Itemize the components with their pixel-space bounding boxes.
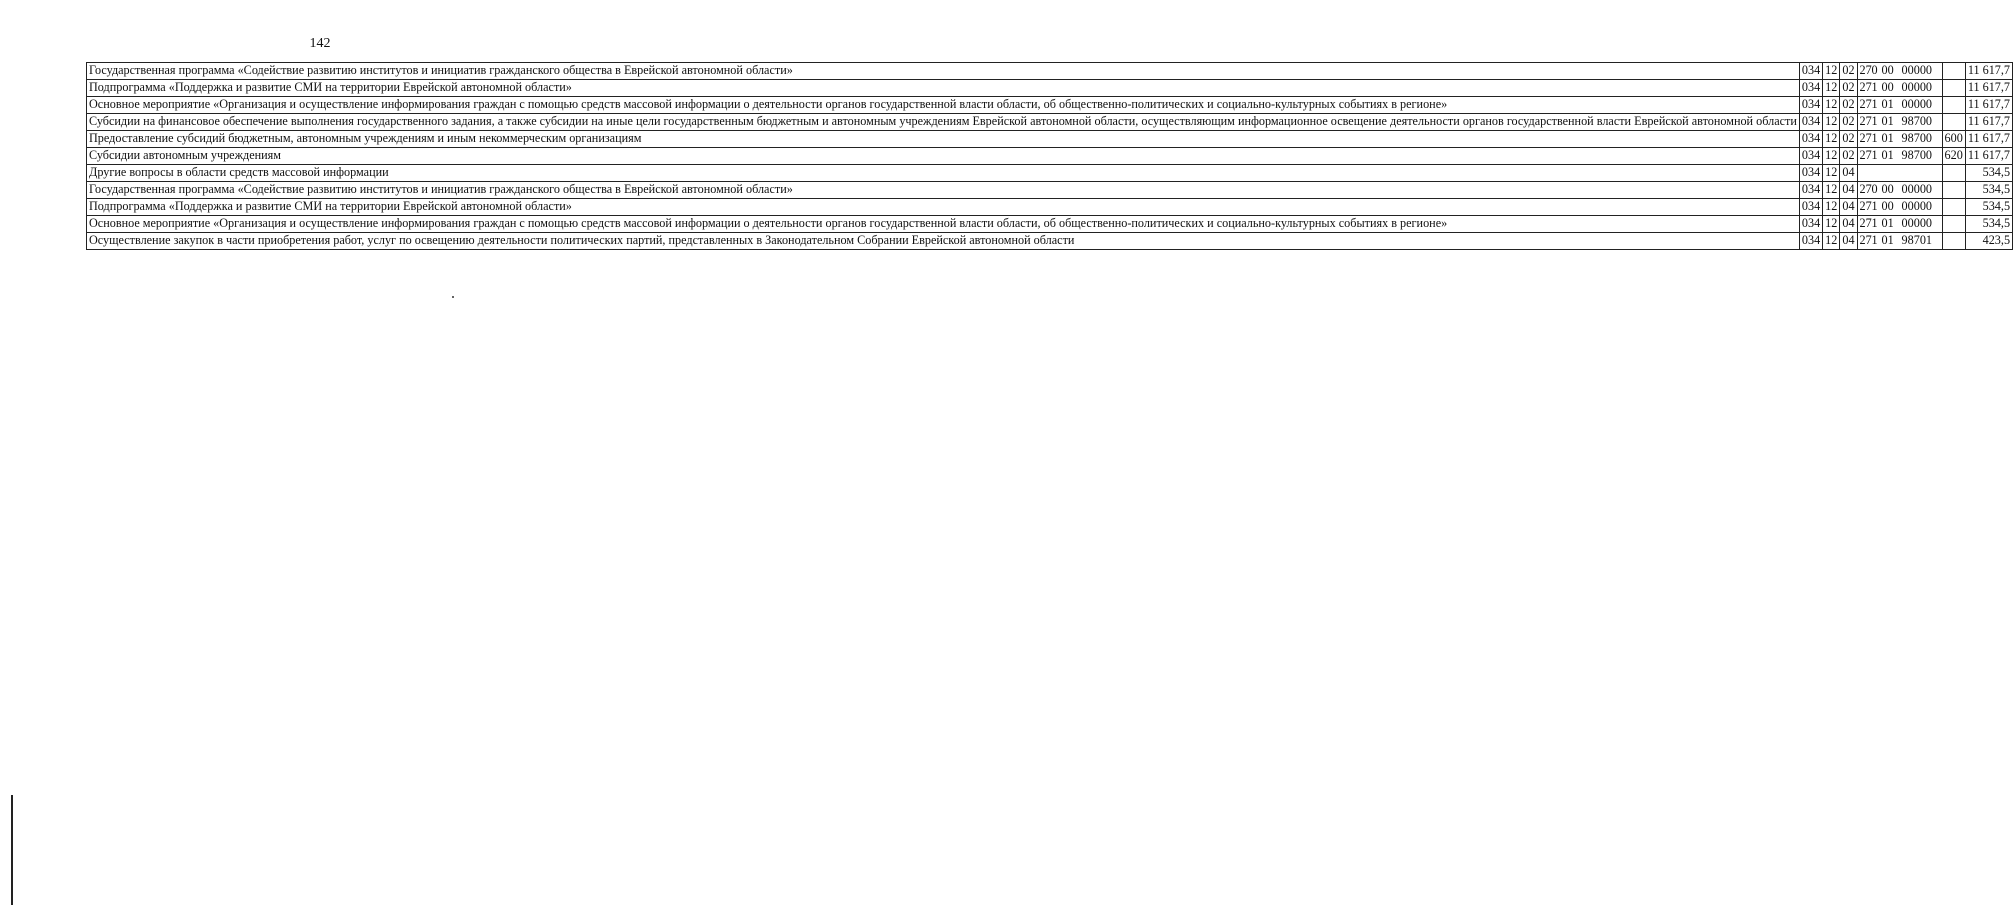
row-section-cell: 12 bbox=[1823, 114, 1840, 131]
row-expense-type-cell bbox=[1942, 216, 1965, 233]
row-grbs-cell: 034 bbox=[1799, 148, 1822, 165]
row-section-cell: 12 bbox=[1823, 233, 1840, 250]
row-section-cell: 12 bbox=[1823, 165, 1840, 182]
row-subsection-cell: 04 bbox=[1840, 182, 1857, 199]
row-expense-type-cell bbox=[1942, 114, 1965, 131]
target-article-part: 1 bbox=[1871, 216, 1878, 230]
row-amount-cell: 11 617,7 bbox=[1965, 148, 2012, 165]
target-article-part: 27 bbox=[1859, 131, 1872, 145]
target-article-part: 00000 bbox=[1901, 199, 1932, 213]
target-article-part: 0 bbox=[1871, 63, 1878, 77]
row-name-cell: Основное мероприятие «Организация и осуществление информирования граждан с помощью средств массовой информации о деятельности органов государственной власти области, об общественно-политических и социально-культурных событиях в регионе» bbox=[87, 216, 1800, 233]
budget-table bbox=[86, 62, 2013, 250]
row-section-cell: 12 bbox=[1823, 97, 1840, 114]
row-amount-cell: 11 617,7 bbox=[1965, 114, 2012, 131]
row-name-cell: Субсидии автономным учреждениям bbox=[87, 148, 1800, 165]
target-article-part: 1 bbox=[1871, 199, 1878, 213]
row-amount-cell: 534,5 bbox=[1965, 182, 2012, 199]
target-article-part: 0 bbox=[1871, 182, 1878, 196]
row-expense-type-cell bbox=[1942, 182, 1965, 199]
target-article-part: 00 bbox=[1881, 182, 1894, 196]
target-article-part: 1 bbox=[1871, 80, 1878, 94]
target-article-part: 00000 bbox=[1901, 80, 1932, 94]
row-expense-type-cell bbox=[1942, 165, 1965, 182]
target-article-part: 27 bbox=[1859, 216, 1872, 230]
row-target-article-cell bbox=[1857, 63, 1942, 80]
target-article-part: 00 bbox=[1881, 199, 1894, 213]
row-grbs-cell: 034 bbox=[1799, 97, 1822, 114]
target-article-part: 1 bbox=[1871, 97, 1878, 111]
row-expense-type-cell bbox=[1942, 80, 1965, 97]
row-subsection-cell: 02 bbox=[1840, 131, 1857, 148]
row-grbs-cell: 034 bbox=[1799, 182, 1822, 199]
row-amount-cell: 534,5 bbox=[1965, 199, 2012, 216]
row-expense-type-cell: 620 bbox=[1942, 148, 1965, 165]
target-article-part: 98700 bbox=[1901, 148, 1932, 162]
table-row bbox=[87, 182, 2013, 199]
row-amount-cell: 11 617,7 bbox=[1965, 97, 2012, 114]
row-grbs-cell: 034 bbox=[1799, 233, 1822, 250]
row-section-cell: 12 bbox=[1823, 148, 1840, 165]
row-amount-cell: 534,5 bbox=[1965, 165, 2012, 182]
row-name-cell: Подпрограмма «Поддержка и развитие СМИ на территории Еврейской автономной области» bbox=[87, 199, 1800, 216]
target-article-part: 00000 bbox=[1901, 182, 1932, 196]
target-article-part: 1 bbox=[1871, 131, 1878, 145]
target-article-part: 00 bbox=[1881, 80, 1894, 94]
row-grbs-cell: 034 bbox=[1799, 216, 1822, 233]
row-name-cell: Государственная программа «Содействие развитию институтов и инициатив гражданского общества в Еврейской автономной области» bbox=[87, 63, 1800, 80]
target-article-part: 01 bbox=[1881, 131, 1894, 145]
row-name-cell: Субсидии на финансовое обеспечение выполнения государственного задания, а также субсидии на иные цели государственным бюджетным и автономным учреждениям Еврейской автономной области, осуществляющим информационное освещение деятельности органов государственной власти Еврейской автономной области bbox=[87, 114, 1800, 131]
row-subsection-cell: 02 bbox=[1840, 114, 1857, 131]
target-article-part: 1 bbox=[1871, 148, 1878, 162]
row-subsection-cell: 02 bbox=[1840, 148, 1857, 165]
row-amount-cell: 423,5 bbox=[1965, 233, 2012, 250]
target-article-part: 27 bbox=[1859, 80, 1872, 94]
target-article-part: 27 bbox=[1859, 199, 1872, 213]
row-amount-cell: 11 617,7 bbox=[1965, 80, 2012, 97]
target-article-part: 01 bbox=[1881, 97, 1894, 111]
scan-speck bbox=[452, 296, 454, 298]
target-article-part: 01 bbox=[1881, 114, 1894, 128]
row-grbs-cell: 034 bbox=[1799, 131, 1822, 148]
target-article-part: 27 bbox=[1859, 148, 1872, 162]
row-grbs-cell: 034 bbox=[1799, 165, 1822, 182]
table-row bbox=[87, 199, 2013, 216]
row-section-cell: 12 bbox=[1823, 131, 1840, 148]
budget-table-body bbox=[87, 63, 2013, 250]
row-amount-cell: 534,5 bbox=[1965, 216, 2012, 233]
row-subsection-cell: 04 bbox=[1840, 216, 1857, 233]
target-article-part: 01 bbox=[1881, 233, 1894, 247]
row-subsection-cell: 02 bbox=[1840, 80, 1857, 97]
target-article-part: 27 bbox=[1859, 233, 1872, 247]
target-article-part: 01 bbox=[1881, 148, 1894, 162]
table-row bbox=[87, 148, 2013, 165]
row-grbs-cell: 034 bbox=[1799, 199, 1822, 216]
table-row bbox=[87, 131, 2013, 148]
row-section-cell: 12 bbox=[1823, 199, 1840, 216]
row-section-cell: 12 bbox=[1823, 80, 1840, 97]
target-article-part: 27 bbox=[1859, 114, 1872, 128]
row-grbs-cell: 034 bbox=[1799, 114, 1822, 131]
target-article-part: 00000 bbox=[1901, 97, 1932, 111]
row-expense-type-cell: 600 bbox=[1942, 131, 1965, 148]
row-name-cell: Предоставление субсидий бюджетным, автономным учреждениям и иным некоммерческим организациям bbox=[87, 131, 1800, 148]
row-name-cell: Другие вопросы в области средств массовой информации bbox=[87, 165, 1800, 182]
row-grbs-cell: 034 bbox=[1799, 80, 1822, 97]
table-row bbox=[87, 80, 2013, 97]
row-target-article-cell bbox=[1857, 233, 1942, 250]
target-article-part: 27 bbox=[1859, 63, 1872, 77]
row-name-cell: Подпрограмма «Поддержка и развитие СМИ на территории Еврейской автономной области» bbox=[87, 80, 1800, 97]
row-name-cell: Основное мероприятие «Организация и осуществление информирования граждан с помощью средств массовой информации о деятельности органов государственной власти области, об общественно-политических и социально-культурных событиях в регионе» bbox=[87, 97, 1800, 114]
table-row bbox=[87, 63, 2013, 80]
row-subsection-cell: 04 bbox=[1840, 233, 1857, 250]
page-number: 142 bbox=[309, 36, 331, 51]
target-article-part: 00 bbox=[1881, 63, 1894, 77]
row-target-article-cell bbox=[1857, 80, 1942, 97]
target-article-part: 1 bbox=[1871, 233, 1878, 247]
table-row bbox=[87, 165, 2013, 182]
row-subsection-cell: 02 bbox=[1840, 63, 1857, 80]
row-target-article-cell bbox=[1857, 131, 1942, 148]
table-row bbox=[87, 233, 2013, 250]
row-target-article-cell bbox=[1857, 148, 1942, 165]
target-article-part: 98700 bbox=[1901, 114, 1932, 128]
row-target-article-cell bbox=[1857, 182, 1942, 199]
target-article-part: 27 bbox=[1859, 97, 1872, 111]
row-subsection-cell: 04 bbox=[1840, 165, 1857, 182]
target-article-part: 00000 bbox=[1901, 216, 1932, 230]
target-article-part: 1 bbox=[1871, 114, 1878, 128]
row-target-article-cell bbox=[1857, 165, 1942, 182]
row-section-cell: 12 bbox=[1823, 182, 1840, 199]
row-name-cell: Государственная программа «Содействие развитию институтов и инициатив гражданского общества в Еврейской автономной области» bbox=[87, 182, 1800, 199]
row-amount-cell: 11 617,7 bbox=[1965, 131, 2012, 148]
row-target-article-cell bbox=[1857, 97, 1942, 114]
margin-mark bbox=[11, 795, 13, 905]
table-row bbox=[87, 114, 2013, 131]
row-amount-cell: 11 617,7 bbox=[1965, 63, 2012, 80]
target-article-part: 01 bbox=[1881, 216, 1894, 230]
row-target-article-cell bbox=[1857, 216, 1942, 233]
row-name-cell: Осуществление закупок в части приобретения работ, услуг по освещению деятельности политических партий, представленных в Законодательном Собрании Еврейской автономной области bbox=[87, 233, 1800, 250]
row-subsection-cell: 04 bbox=[1840, 199, 1857, 216]
row-expense-type-cell bbox=[1942, 199, 1965, 216]
target-article-part: 27 bbox=[1859, 182, 1872, 196]
row-expense-type-cell bbox=[1942, 63, 1965, 80]
table-row bbox=[87, 216, 2013, 233]
row-target-article-cell bbox=[1857, 199, 1942, 216]
row-grbs-cell: 034 bbox=[1799, 63, 1822, 80]
row-section-cell: 12 bbox=[1823, 63, 1840, 80]
row-section-cell: 12 bbox=[1823, 216, 1840, 233]
target-article-part: 98701 bbox=[1901, 233, 1932, 247]
target-article-part: 98700 bbox=[1901, 131, 1932, 145]
row-expense-type-cell bbox=[1942, 233, 1965, 250]
row-subsection-cell: 02 bbox=[1840, 97, 1857, 114]
row-expense-type-cell bbox=[1942, 97, 1965, 114]
table-row bbox=[87, 97, 2013, 114]
row-target-article-cell bbox=[1857, 114, 1942, 131]
target-article-part: 00000 bbox=[1901, 63, 1932, 77]
